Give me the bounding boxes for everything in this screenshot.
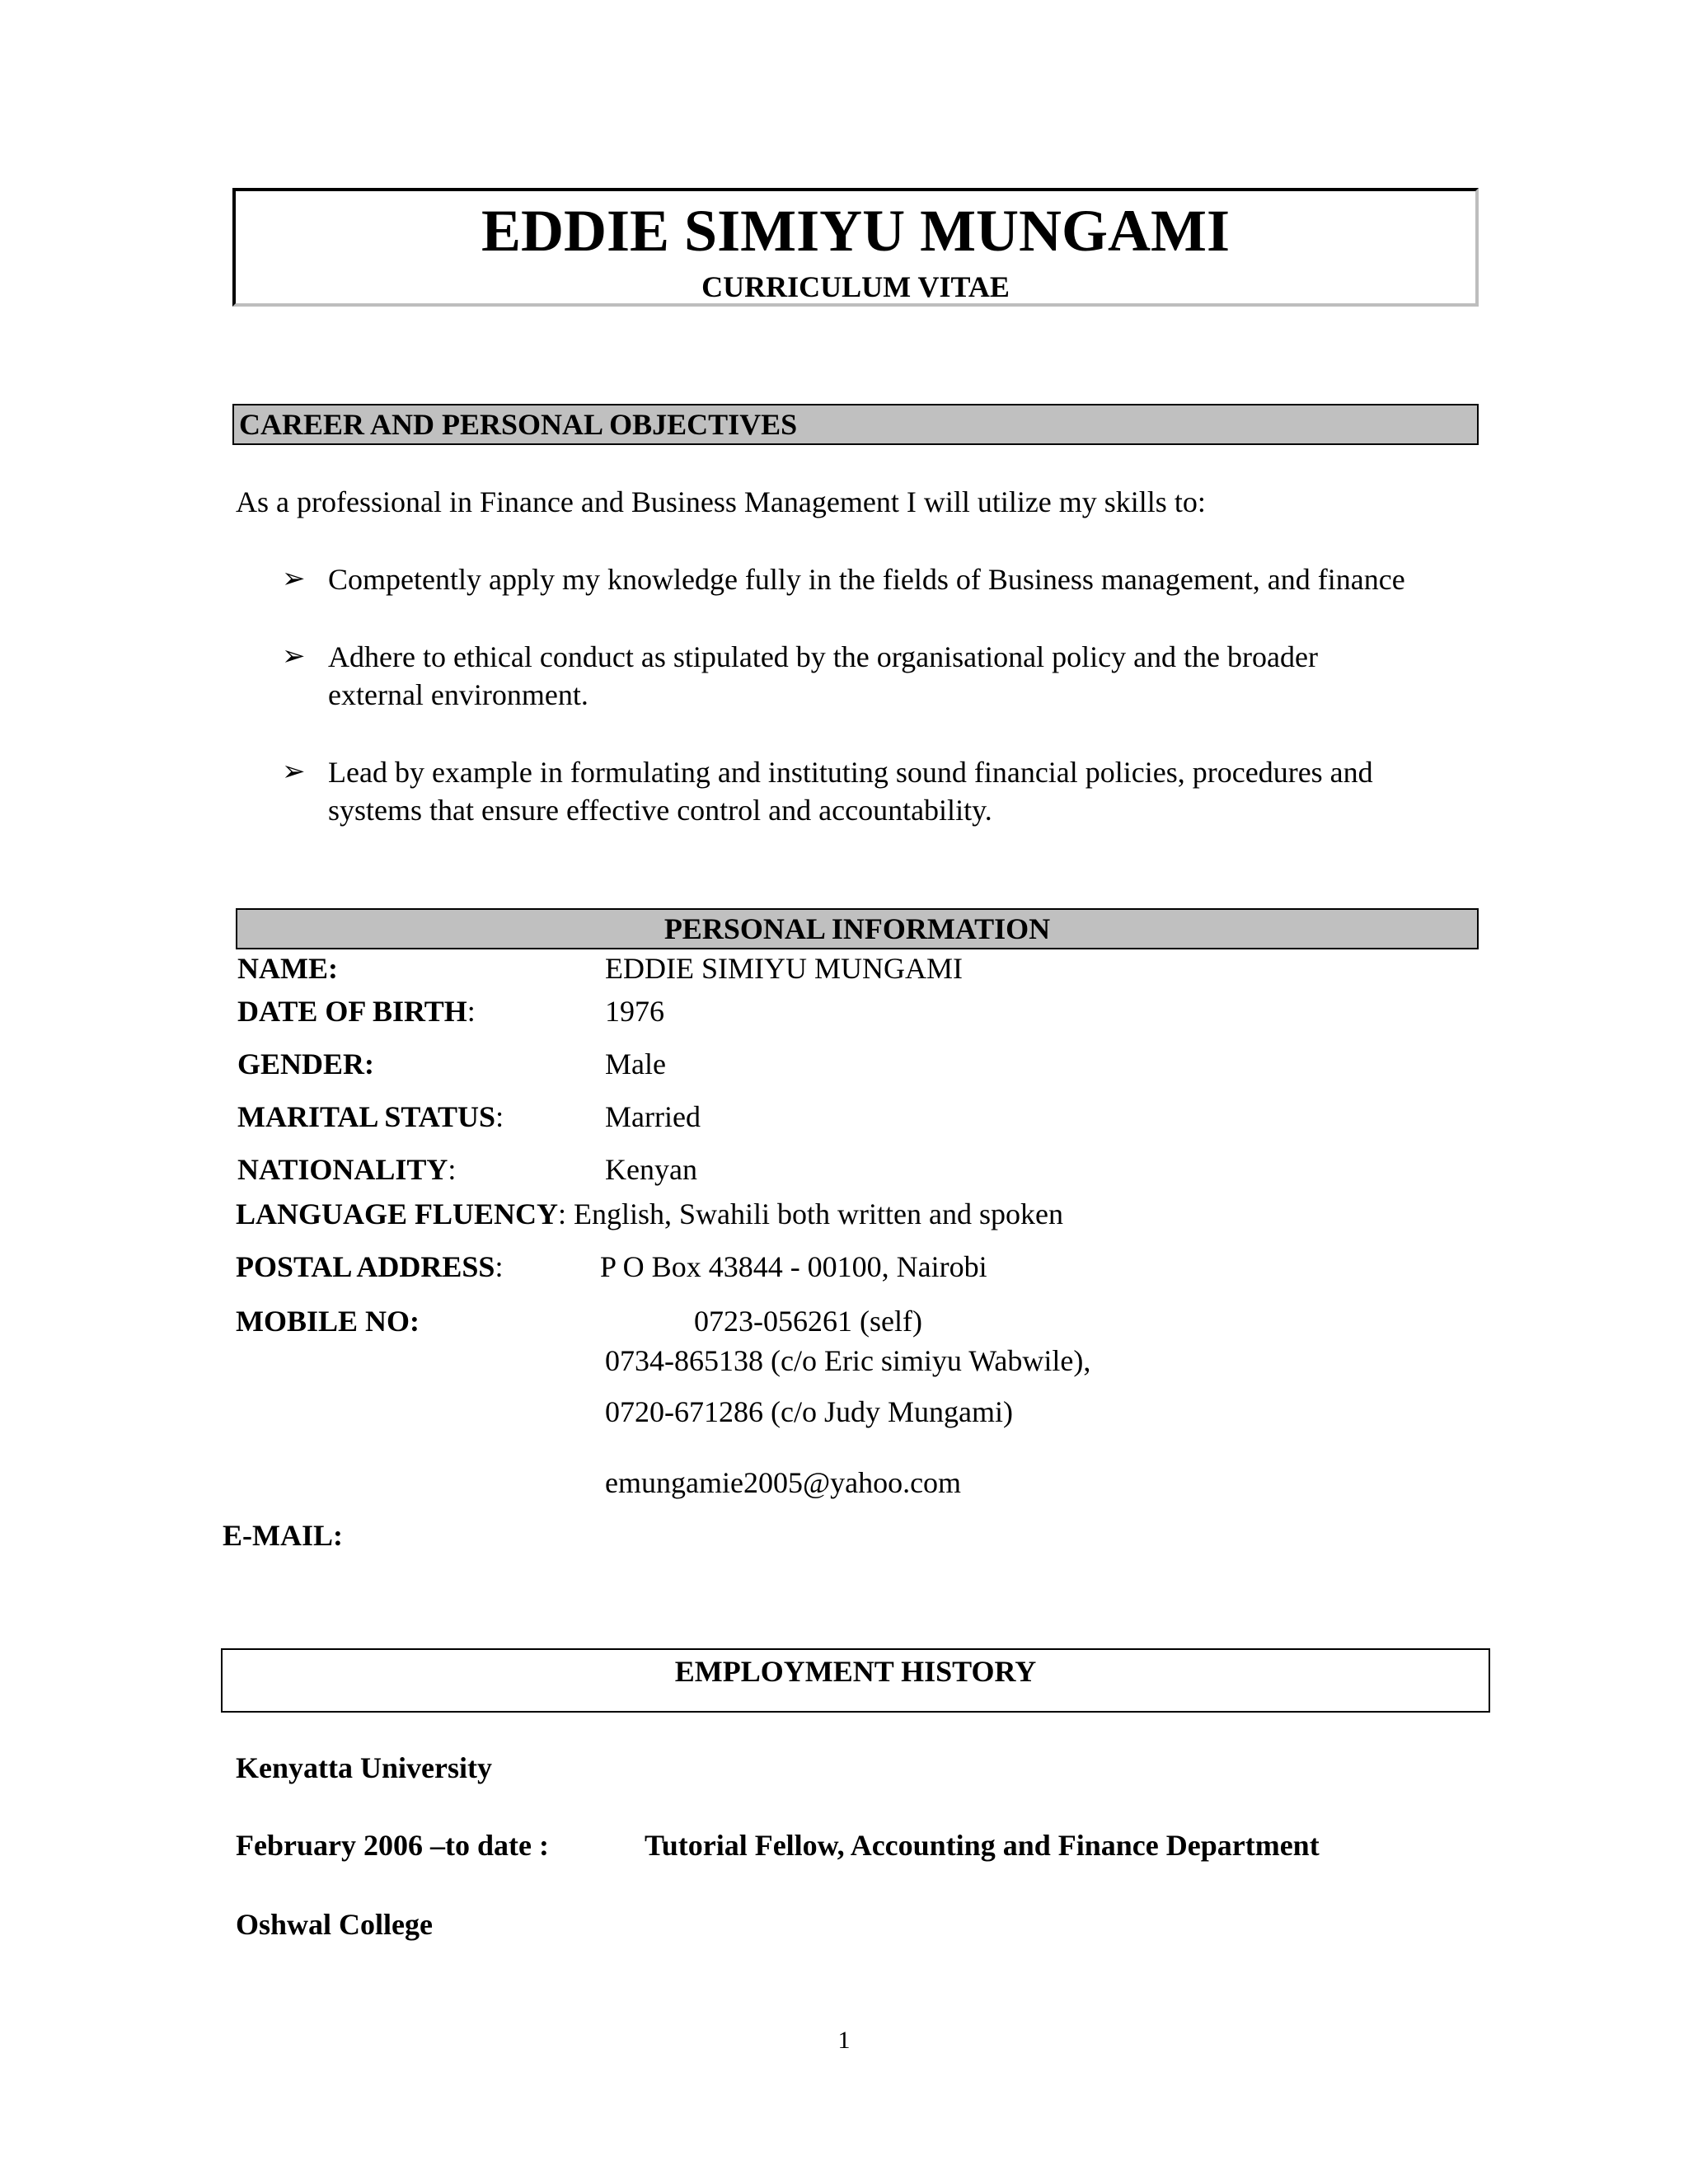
list-item: Lead by example in formulating and instituting sound financial policies, procedures and — [328, 756, 1373, 789]
nationality-label: NATIONALITY — [237, 1153, 448, 1186]
postal-value: P O Box 43844 - 00100, Nairobi — [600, 1250, 987, 1283]
mobile-value-1: 0723-056261 (self) — [694, 1305, 922, 1338]
marital-value: Married — [605, 1100, 701, 1133]
language-label: LANGUAGE FLUENCY — [236, 1197, 559, 1230]
objectives-heading: CAREER AND PERSONAL OBJECTIVES — [232, 404, 1479, 445]
arrow-bullet-icon: ➢ — [282, 757, 306, 787]
gender-value: Male — [605, 1047, 666, 1080]
mobile-value-3: 0720-671286 (c/o Judy Mungami) — [605, 1395, 1013, 1428]
personal-info-heading: PERSONAL INFORMATION — [236, 908, 1479, 949]
postal-label: POSTAL ADDRESS — [236, 1250, 495, 1283]
name-value: EDDIE SIMIYU MUNGAMI — [605, 952, 963, 985]
marital-colon: : — [495, 1100, 504, 1133]
list-item-continuation: systems that ensure effective control and accountability. — [328, 794, 992, 827]
page-number: 1 — [837, 2027, 851, 2054]
language-row — [236, 1195, 1063, 1233]
mobile-value-2: 0734-865138 (c/o Eric simiyu Wabwile), — [605, 1344, 1091, 1377]
dob-value: 1976 — [605, 995, 664, 1028]
employment-heading: EMPLOYMENT HISTORY — [221, 1648, 1490, 1713]
arrow-bullet-icon: ➢ — [282, 641, 306, 672]
email-label: E-MAIL: — [223, 1519, 343, 1552]
marital-label-row — [237, 1098, 504, 1136]
nationality-label-row — [237, 1151, 456, 1188]
list-item-continuation: external environment. — [328, 678, 588, 711]
page-title: EDDIE SIMIYU MUNGAMI — [481, 198, 1230, 264]
list-item: Competently apply my knowledge fully in the fields of Business management, and finance — [328, 563, 1405, 596]
objectives-intro: As a professional in Finance and Business Management I will utilize my skills to: — [236, 485, 1206, 518]
employer-name: Kenyatta University — [236, 1751, 492, 1784]
arrow-bullet-icon: ➢ — [282, 564, 306, 594]
marital-label: MARITAL STATUS — [237, 1100, 496, 1133]
nationality-value: Kenyan — [605, 1153, 697, 1186]
employment-period: February 2006 –to date : — [236, 1829, 549, 1862]
dob-label: DATE OF BIRTH — [237, 995, 467, 1028]
employment-role: Tutorial Fellow, Accounting and Finance Department — [645, 1829, 1320, 1862]
language-value: : English, Swahili both written and spoken — [558, 1197, 1063, 1230]
document-subtitle: CURRICULUM VITAE — [701, 270, 1010, 303]
mobile-label: MOBILE NO: — [236, 1305, 420, 1338]
email-value: emungamie2005@yahoo.com — [605, 1466, 962, 1499]
list-item: Adhere to ethical conduct as stipulated by the organisational policy and the broader — [328, 640, 1318, 673]
gender-label: GENDER: — [237, 1047, 375, 1080]
dob-colon: : — [467, 995, 476, 1028]
nationality-colon: : — [448, 1153, 457, 1186]
employer-name: Oshwal College — [236, 1908, 433, 1941]
postal-label-row — [236, 1248, 503, 1286]
postal-colon: : — [495, 1250, 504, 1283]
dob-label-row — [237, 992, 476, 1030]
name-label: NAME: — [237, 952, 338, 985]
